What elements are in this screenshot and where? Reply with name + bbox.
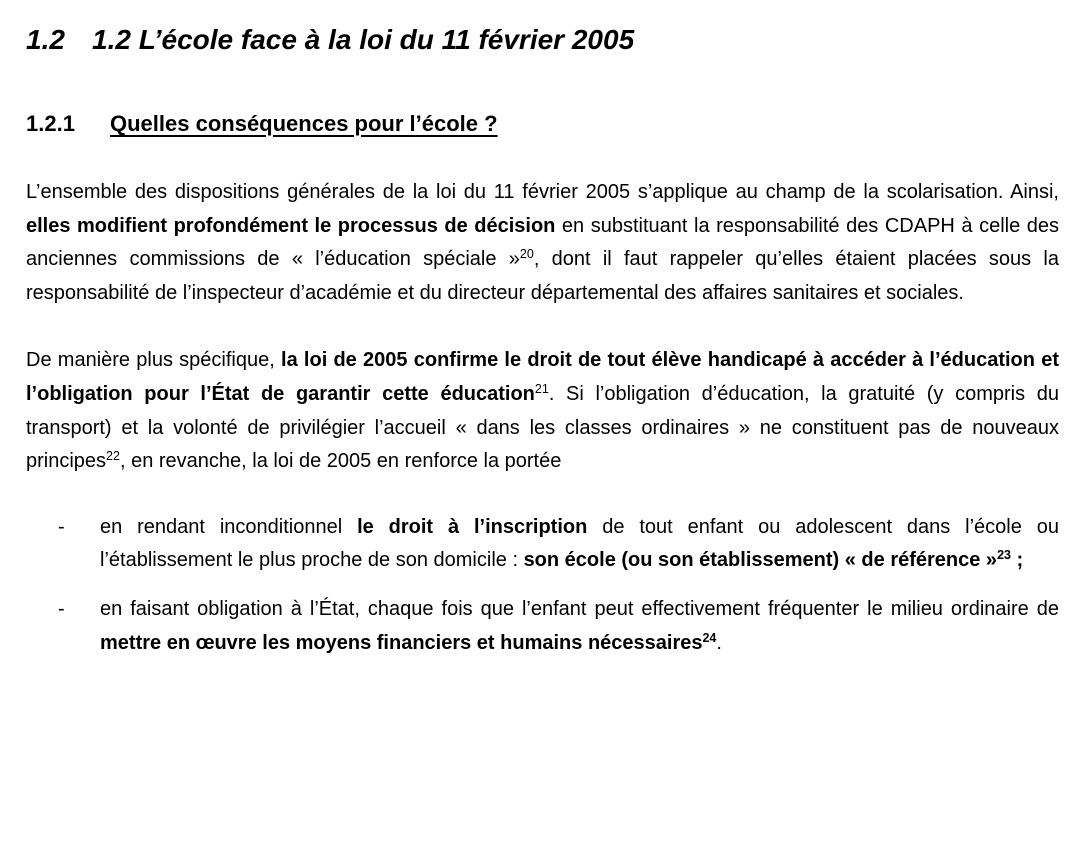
subsection-title: Quelles conséquences pour l’école ?	[110, 111, 498, 136]
subsection-number: 1.2.1	[26, 111, 75, 136]
section-heading	[26, 22, 1059, 58]
bullet-list	[26, 511, 1059, 660]
text-run: son école (ou son établissement) « de référence »	[523, 549, 998, 572]
text-run: , en revanche, la loi de 2005 en renforce la portée	[119, 450, 562, 473]
text-run: De manière plus spécifique,	[26, 349, 282, 372]
text-run: la loi de 2005 confirme le droit de tout élève handicapé à accéder à l’éducation et l’obligation pour l’État de garantir cette éducation	[26, 349, 1059, 405]
footnote-ref: 24	[702, 630, 717, 645]
list-item	[26, 511, 1059, 578]
text-run: . Si l’obligation d’éducation, la gratuité (y compris du transport) et la volonté de privilégier l’accueil « dans les classes ordinaires » ne constituent pas de nouveaux principes	[26, 382, 1060, 473]
footnote-ref: 21	[534, 381, 549, 396]
text-run: L’ensemble des dispositions générales de la loi du 11 février 2005 s’applique au champ de la scolarisation. Ainsi,	[26, 181, 1059, 203]
text-run: mettre en œuvre les moyens financiers et humains nécessaires	[100, 631, 703, 654]
section-title: 1.2 L’école face à la loi du 11 février 2005	[92, 24, 635, 55]
subsection-heading	[26, 109, 1059, 139]
text-run: .	[716, 631, 722, 654]
list-item-text	[100, 511, 1059, 578]
bullet-marker: -	[58, 597, 65, 620]
section-number: 1.2	[26, 24, 65, 55]
text-run: en rendant inconditionnel	[100, 515, 358, 538]
text-run: ;	[1010, 549, 1024, 572]
footnote-ref: 22	[106, 449, 120, 464]
text-run: en faisant obligation à l’État, chaque fois que l’enfant peut effectivement fréquenter le milieu ordinaire de	[100, 597, 1059, 620]
text-run: en substituant la responsabilité des CDAPH à celle des anciennes commissions de « l’éducation spéciale »	[26, 214, 1060, 271]
text-run: elles modifient profondément le processus de décision	[26, 214, 556, 237]
list-item	[26, 593, 1059, 660]
paragraph	[26, 176, 1059, 310]
paragraph	[26, 344, 1059, 478]
footnote-ref: 23	[997, 548, 1011, 563]
text-run: de tout enfant ou adolescent dans l’école ou l’établissement le plus proche de son domicile :	[100, 515, 1060, 572]
bullet-marker: -	[58, 515, 65, 538]
list-item-text	[100, 593, 1059, 660]
footnote-ref: 20	[519, 247, 534, 262]
text-run: le droit à l’inscription	[357, 515, 588, 538]
text-run: , dont il faut rappeler qu’elles étaient placées sous la responsabilité de l’inspecteur d’académie et du directeur départemental des affaires sanitaires et sociales.	[26, 248, 1059, 304]
